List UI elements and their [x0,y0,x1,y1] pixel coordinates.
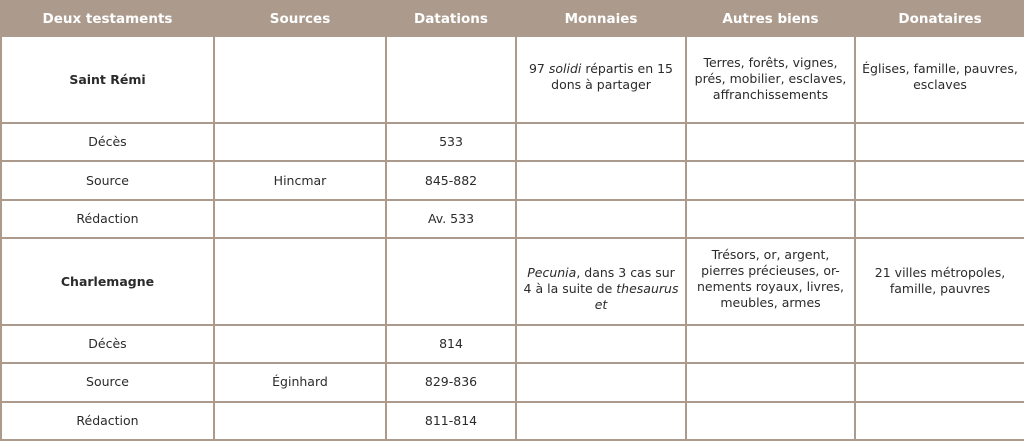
date-charlemagne-source: 829-836 [386,363,516,401]
date-charlemagne-redaction: 811-814 [386,402,516,440]
row-label-redaction: Rédaction [1,402,214,440]
date-remi-source: 845-882 [386,161,516,199]
cell-empty [855,363,1024,401]
cell-empty [516,123,686,161]
cell-empty [516,200,686,238]
row-label-source: Source [1,363,214,401]
row-label-source: Source [1,161,214,199]
donataires-remi: Églises, famille, pauvres, esclaves [855,36,1024,123]
cell-empty [686,402,855,440]
table-row-remi-deces [1,123,1024,161]
source-remi: Hincmar [214,161,386,199]
table-row-charlemagne-redaction [1,402,1024,440]
cell-empty [686,325,855,363]
table-row-saint-remi [1,36,1024,123]
testament-name-charlemagne: Charlemagne [1,238,214,325]
cell-empty [516,325,686,363]
testament-name-remi: Saint Rémi [1,36,214,123]
table-row-charlemagne [1,238,1024,325]
cell-empty [386,36,516,123]
cell-empty [516,363,686,401]
header-autres-biens: Autres biens [686,1,855,36]
monnaies-remi-a: 97 [528,61,549,77]
donataires-charlemagne: 21 villes métropoles, famille, pauvres [855,238,1024,325]
cell-empty [686,161,855,199]
cell-empty [686,123,855,161]
cell-empty [686,363,855,401]
cell-empty [214,238,386,325]
cell-empty [214,200,386,238]
header-donataires: Donataires [855,1,1024,36]
cell-empty [855,325,1024,363]
table-row-charlemagne-source [1,363,1024,401]
cell-empty [855,123,1024,161]
monnaies-charlemagne-em2: thesaurus et [594,281,679,313]
header-datations: Datations [386,1,516,36]
table-row-remi-source [1,161,1024,199]
cell-empty [214,36,386,123]
monnaies-charlemagne [516,238,686,325]
cell-empty [386,238,516,325]
cell-empty [214,325,386,363]
cell-empty [516,161,686,199]
header-deux-testaments: Deux testaments [1,1,214,36]
row-label-redaction: Rédaction [1,200,214,238]
cell-empty [855,402,1024,440]
cell-empty [855,161,1024,199]
cell-empty [686,200,855,238]
table-row-remi-redaction [1,200,1024,238]
cell-empty [855,200,1024,238]
header-sources: Sources [214,1,386,36]
table-header-row [1,1,1024,36]
autres-biens-remi: Terres, forêts, vignes, prés, mobilier, esclaves, affranchissements [686,36,855,123]
autres-biens-charlemagne: Trésors, or, argent, pierres précieuses, or-nements royaux, livres, meubles, armes [686,238,855,325]
date-charlemagne-deces: 814 [386,325,516,363]
date-remi-deces: 533 [386,123,516,161]
row-label-deces: Décès [1,325,214,363]
monnaies-charlemagne-mid: , dans 3 cas sur 4 à la suite de [523,265,675,297]
source-charlemagne: Éginhard [214,363,386,401]
monnaies-charlemagne-em1: Pecunia [527,265,577,281]
row-label-deces: Décès [1,123,214,161]
cell-empty [214,123,386,161]
date-remi-redaction: Av. 533 [386,200,516,238]
cell-empty [516,402,686,440]
monnaies-remi-b: répartis en 15 dons à partager [551,61,674,93]
table-row-charlemagne-deces [1,325,1024,363]
monnaies-remi [516,36,686,123]
header-monnaies: Monnaies [516,1,686,36]
cell-empty [214,402,386,440]
monnaies-remi-em: solidi [548,61,582,77]
